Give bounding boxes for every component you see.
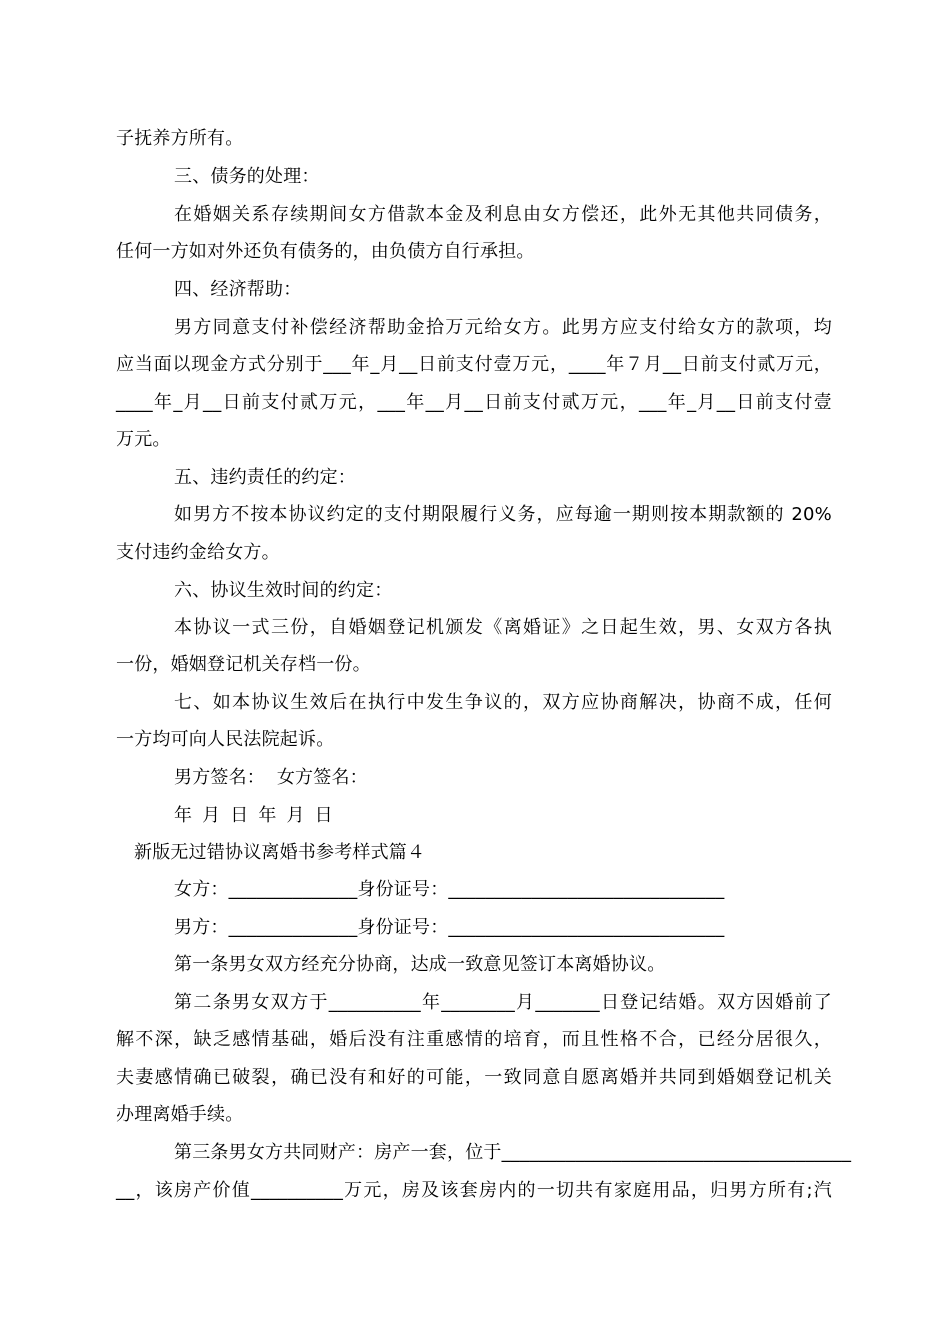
text-line: 七、如本协议生效后在执行中发生争议的，双方应协商解决，协商不成，任何 (174, 692, 832, 713)
article-two: 第二条男女双方于__________年________月_______日登记结婚。双方因婚前了 (174, 992, 832, 1013)
text-line: 如男方不按本协议约定的支付期限履行义务，应每逾一期则按本期款额的 20% (174, 504, 832, 525)
male-party-line: 男方：______________身份证号：______________________________ (174, 917, 725, 938)
text-line: 应当面以现金方式分别于___年_月__日前支付壹万元，____年７月__日前支付贰万元， (116, 354, 832, 375)
text-line: 本协议一式三份，自婚姻登记机颁发《离婚证》之日起生效，男、女双方各执 (174, 617, 832, 638)
text-line: 在婚姻关系存续期间女方借款本金及利息由女方偿还，此外无其他共同债务， (174, 204, 832, 225)
section-title: 新版无过错协议离婚书参考样式篇４ (134, 842, 426, 863)
article-one: 第一条男女双方经充分协商，达成一致意见签订本离婚协议。 (174, 954, 666, 975)
signature-line: 男方签名： 女方签名： (174, 767, 368, 788)
section-heading-effective-time: 六、协议生效时间的约定： (174, 580, 393, 601)
text-line: 解不深，缺乏感情基础，婚后没有注重感情的培育，而且性格不合，已经分居很久， (116, 1029, 832, 1050)
female-party-line: 女方：______________身份证号：______________________________ (174, 879, 725, 900)
section-heading-breach: 五、违约责任的约定： (174, 467, 356, 488)
article-three: 第三条男女方共同财产：房产一套，位于______________________________________ (174, 1142, 852, 1163)
text-line: __，该房产价值__________万元，房及该套房内的一切共有家庭用品，归男方所有;汽 (116, 1180, 832, 1201)
text-line: 子抚养方所有。 (116, 128, 244, 149)
text-line: 男方同意支付补偿经济帮助金拾万元给女方。此男方应支付给女方的款项，均 (174, 317, 832, 338)
section-heading-debts: 三、债务的处理： (174, 166, 320, 187)
text-line: 万元。 (116, 429, 171, 450)
text-line: 办理离婚手续。 (116, 1104, 244, 1125)
text-line: 支付违约金给女方。 (116, 542, 280, 563)
text-line: ____年_月__日前支付贰万元，___年__月__日前支付贰万元，___年_月__日前支付壹 (116, 392, 832, 413)
text-line: 任何一方如对外还负有债务的，由负债方自行承担。 (116, 241, 535, 262)
text-line: 一方均可向人民法院起诉。 (116, 729, 335, 750)
text-line: 夫妻感情确已破裂，确已没有和好的可能，一致同意自愿离婚并共同到婚姻登记机关 (116, 1067, 832, 1088)
text-line: 一份，婚姻登记机关存档一份。 (116, 654, 371, 675)
section-heading-economic-help: 四、经济帮助： (174, 279, 302, 300)
date-line: 年 月 日 年 月 日 (174, 805, 333, 826)
